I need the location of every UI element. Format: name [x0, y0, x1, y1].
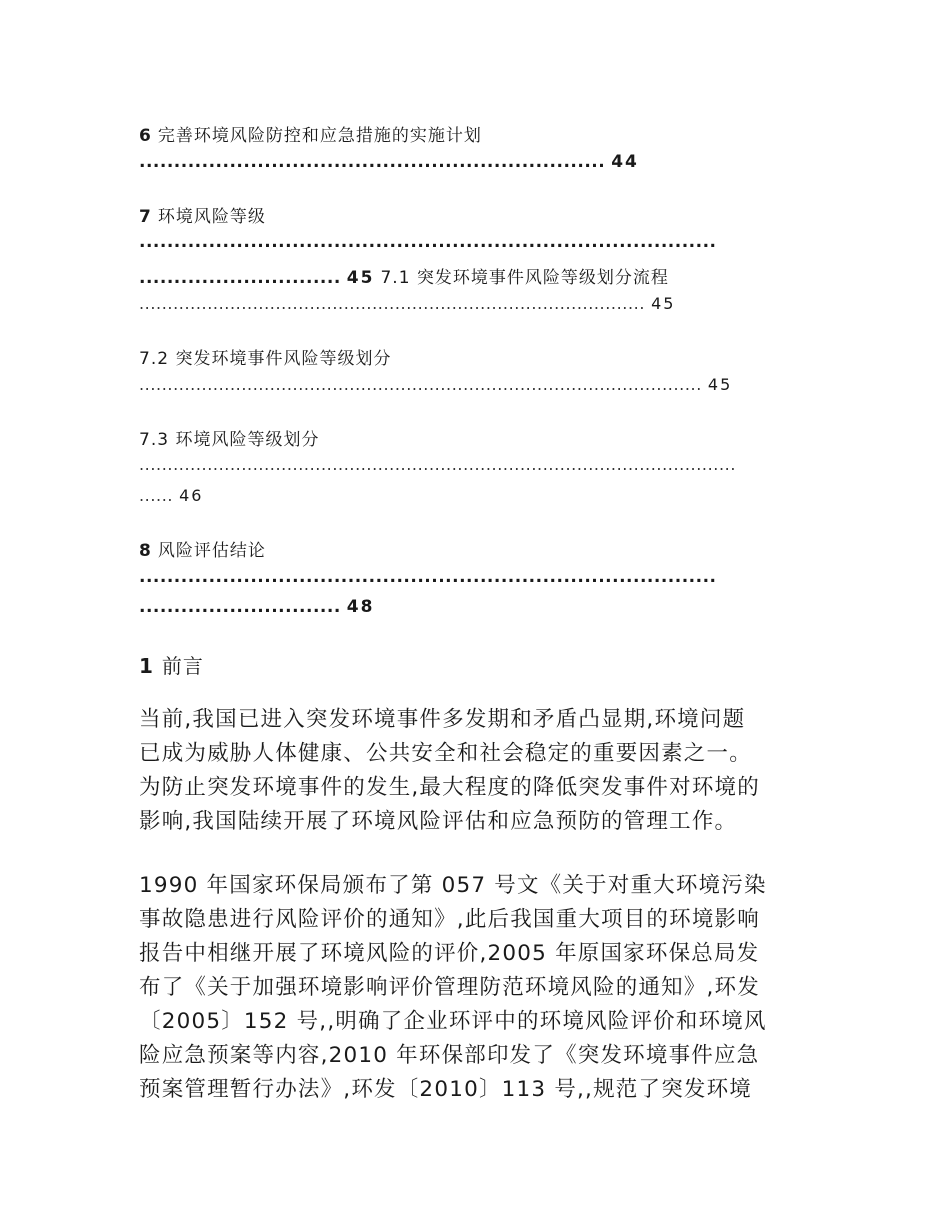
body-paragraph-1: 当前,我国已进入突发环境事件多发期和矛盾凸显期,环境问题 已成为威胁人体健康、公共安全和社会稳定的重要因素之一。 为防止突发环境事件的发生,最大程度的降低突发事件对环境的 影响,我国陆续开展了环境风险评估和应急预防的管理工作。	[139, 707, 760, 834]
section-heading: 1 前言	[139, 654, 204, 678]
toc-entry-7-3-leader-cont: ...... 46	[139, 486, 204, 505]
toc-page-number: 45	[707, 375, 733, 394]
toc-entry-7-leader-cont: ............................. 45 7.1 突发环境事件风险等级划分流程	[139, 268, 669, 288]
body-paragraph-2: 1990 年国家环保局颁布了第 057 号文《关于对重大环境污染 事故隐患进行风险评价的通知》,此后我国重大项目的环境影响 报告中相继开展了环境风险的评价,2005 年原国家环保总局发 布了《关于加强环境影响评价管理防范环境风险的通知》,环发 〔2005〕152 号,,明确了企业环评中的环境风险评价和环境风 险应急预案等内容,2010 年环保部印发了《突发环境事件应急 预案管理暂行办法》,环发〔2010〕113 号,,规范了突发环境	[139, 873, 767, 1102]
toc-entry-6-title[interactable]: 6 完善环境风险防控和应急措施的实施计划	[139, 126, 482, 146]
toc-page-number: 45	[651, 294, 676, 313]
toc-page-number: 44	[611, 152, 639, 172]
toc-entry-8-leader: ...................................................................................	[139, 567, 717, 587]
toc-entry-8-title[interactable]: 8 风险评估结论	[139, 541, 266, 561]
toc-page-number: 45	[346, 268, 375, 288]
toc-page-number: 46	[179, 486, 204, 505]
toc-entry-7-title[interactable]: 7 环境风险等级	[139, 207, 266, 227]
toc-entry-7-1-title[interactable]: 7.1 突发环境事件风险等级划分流程	[380, 268, 669, 288]
toc-entry-7-2-leader: ................................................................................................... 45	[139, 375, 733, 394]
toc-entry-8-leader-cont: ............................. 48	[139, 597, 375, 617]
toc-page-number: 48	[346, 597, 375, 617]
toc-entry-6-leader: ................................................................... 44	[139, 152, 639, 172]
toc-entry-7-3-leader: .........................................................................................................	[139, 455, 737, 474]
toc-entry-7-2-title[interactable]: 7.2 突发环境事件风险等级划分	[139, 349, 392, 369]
toc-entry-7-1-leader: ......................................................................................... 45	[139, 294, 676, 313]
toc-entry-7-leader: ...................................................................................	[139, 232, 717, 252]
toc-entry-7-3-title[interactable]: 7.3 环境风险等级划分	[139, 430, 320, 450]
